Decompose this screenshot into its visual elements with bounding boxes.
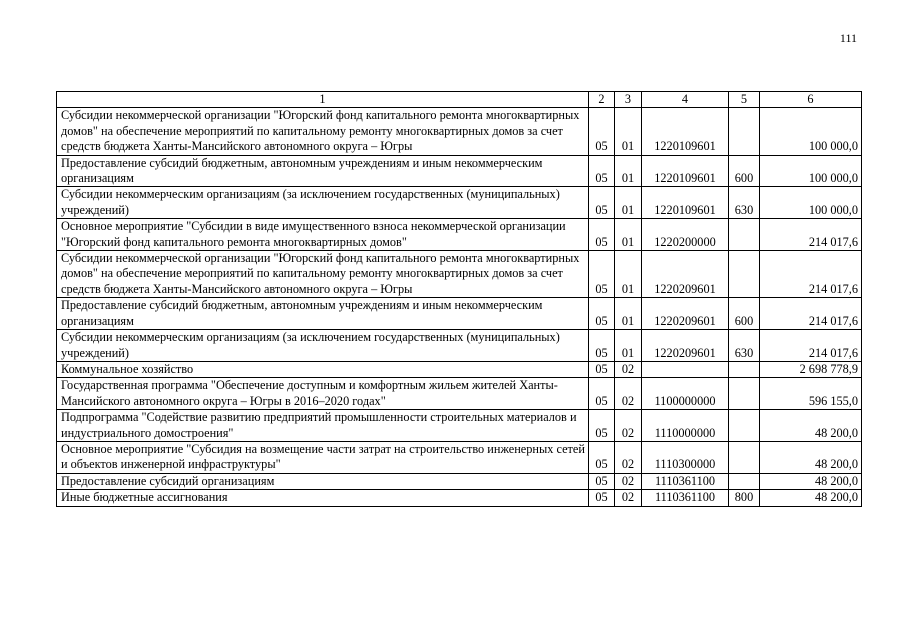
cell-vr bbox=[729, 473, 760, 489]
cell-name: Подпрограмма "Содействие развитию предприятий промышленности строительных материалов и индустриального домостроения" bbox=[57, 410, 589, 442]
table-row bbox=[57, 219, 862, 251]
cell-sum: 2 698 778,9 bbox=[760, 361, 862, 377]
table-header-row bbox=[57, 92, 862, 108]
cell-vr bbox=[729, 410, 760, 442]
cell-pr: 01 bbox=[615, 251, 642, 298]
cell-csr: 1220200000 bbox=[642, 219, 729, 251]
cell-rz: 05 bbox=[589, 378, 615, 410]
cell-rz: 05 bbox=[589, 473, 615, 489]
table-row bbox=[57, 330, 862, 362]
cell-vr: 600 bbox=[729, 298, 760, 330]
cell-rz: 05 bbox=[589, 251, 615, 298]
cell-csr bbox=[642, 361, 729, 377]
cell-sum: 100 000,0 bbox=[760, 108, 862, 155]
cell-vr: 630 bbox=[729, 330, 760, 362]
cell-name: Государственная программа "Обеспечение доступным и комфортным жильем жителей Ханты-Мансийского автономного округа – Югры в 2016–2020 годах" bbox=[57, 378, 589, 410]
cell-vr: 630 bbox=[729, 187, 760, 219]
table-row bbox=[57, 187, 862, 219]
cell-vr: 800 bbox=[729, 490, 760, 506]
cell-rz: 05 bbox=[589, 108, 615, 155]
cell-name: Субсидии некоммерческим организациям (за исключением государственных (муниципальных) учреждений) bbox=[57, 330, 589, 362]
table-row bbox=[57, 441, 862, 473]
cell-rz: 05 bbox=[589, 187, 615, 219]
cell-sum: 100 000,0 bbox=[760, 187, 862, 219]
cell-csr: 1220209601 bbox=[642, 298, 729, 330]
cell-pr: 02 bbox=[615, 441, 642, 473]
cell-vr: 600 bbox=[729, 155, 760, 187]
cell-name: Основное мероприятие "Субсидии в виде имущественного взноса некоммерческой организации "Югорский фонд капитального ремонта многоквартирных домов" bbox=[57, 219, 589, 251]
cell-name: Субсидии некоммерческим организациям (за исключением государственных (муниципальных) учреждений) bbox=[57, 187, 589, 219]
cell-pr: 01 bbox=[615, 219, 642, 251]
cell-vr bbox=[729, 219, 760, 251]
cell-name: Субсидии некоммерческой организации "Югорский фонд капитального ремонта многоквартирных домов" на обеспечение мероприятий по капитальному ремонту многоквартирных домов за счет средств бюджета Ханты-Мансийского автономного округа – Югры bbox=[57, 108, 589, 155]
cell-csr: 1110361100 bbox=[642, 490, 729, 506]
cell-csr: 1100000000 bbox=[642, 378, 729, 410]
cell-name: Предоставление субсидий бюджетным, автономным учреждениям и иным некоммерческим организациям bbox=[57, 155, 589, 187]
cell-csr: 1220109601 bbox=[642, 155, 729, 187]
cell-vr bbox=[729, 361, 760, 377]
table-row bbox=[57, 108, 862, 155]
cell-csr: 1220209601 bbox=[642, 330, 729, 362]
table-row bbox=[57, 298, 862, 330]
cell-sum: 214 017,6 bbox=[760, 251, 862, 298]
cell-name: Предоставление субсидий организациям bbox=[57, 473, 589, 489]
cell-sum: 596 155,0 bbox=[760, 378, 862, 410]
cell-rz: 05 bbox=[589, 490, 615, 506]
cell-vr bbox=[729, 108, 760, 155]
table-row bbox=[57, 361, 862, 377]
cell-pr: 02 bbox=[615, 490, 642, 506]
cell-pr: 01 bbox=[615, 108, 642, 155]
cell-pr: 01 bbox=[615, 155, 642, 187]
cell-name: Иные бюджетные ассигнования bbox=[57, 490, 589, 506]
column-header-3: 3 bbox=[615, 92, 642, 108]
cell-csr: 1110300000 bbox=[642, 441, 729, 473]
cell-name: Основное мероприятие "Субсидия на возмещение части затрат на строительство инженерных сетей и объектов инженерной инфраструктуры" bbox=[57, 441, 589, 473]
cell-csr: 1220109601 bbox=[642, 108, 729, 155]
cell-sum: 214 017,6 bbox=[760, 330, 862, 362]
column-header-6: 6 bbox=[760, 92, 862, 108]
cell-rz: 05 bbox=[589, 298, 615, 330]
cell-pr: 02 bbox=[615, 361, 642, 377]
cell-sum: 48 200,0 bbox=[760, 441, 862, 473]
table-row bbox=[57, 473, 862, 489]
cell-name: Предоставление субсидий бюджетным, автономным учреждениям и иным некоммерческим организациям bbox=[57, 298, 589, 330]
page-number: 111 bbox=[839, 31, 857, 45]
cell-sum: 48 200,0 bbox=[760, 473, 862, 489]
table-row bbox=[57, 251, 862, 298]
cell-rz: 05 bbox=[589, 155, 615, 187]
cell-csr: 1110000000 bbox=[642, 410, 729, 442]
cell-csr: 1220209601 bbox=[642, 251, 729, 298]
cell-rz: 05 bbox=[589, 441, 615, 473]
column-header-1: 1 bbox=[57, 92, 589, 108]
column-header-2: 2 bbox=[589, 92, 615, 108]
cell-rz: 05 bbox=[589, 219, 615, 251]
cell-vr bbox=[729, 441, 760, 473]
cell-rz: 05 bbox=[589, 330, 615, 362]
cell-name: Субсидии некоммерческой организации "Югорский фонд капитального ремонта многоквартирных домов" на обеспечение мероприятий по капитальному ремонту многоквартирных домов за счет средств бюджета Ханты-Мансийского автономного округа – Югры bbox=[57, 251, 589, 298]
cell-pr: 02 bbox=[615, 473, 642, 489]
table-row bbox=[57, 378, 862, 410]
cell-csr: 1110361100 bbox=[642, 473, 729, 489]
table-row bbox=[57, 155, 862, 187]
cell-rz: 05 bbox=[589, 361, 615, 377]
cell-sum: 48 200,0 bbox=[760, 490, 862, 506]
cell-rz: 05 bbox=[589, 410, 615, 442]
table-row bbox=[57, 490, 862, 506]
cell-sum: 100 000,0 bbox=[760, 155, 862, 187]
table-row bbox=[57, 410, 862, 442]
cell-name: Коммунальное хозяйство bbox=[57, 361, 589, 377]
cell-vr bbox=[729, 378, 760, 410]
cell-csr: 1220109601 bbox=[642, 187, 729, 219]
cell-sum: 48 200,0 bbox=[760, 410, 862, 442]
cell-pr: 02 bbox=[615, 378, 642, 410]
cell-sum: 214 017,6 bbox=[760, 219, 862, 251]
column-header-4: 4 bbox=[642, 92, 729, 108]
column-header-5: 5 bbox=[729, 92, 760, 108]
cell-pr: 01 bbox=[615, 298, 642, 330]
cell-pr: 01 bbox=[615, 187, 642, 219]
cell-pr: 02 bbox=[615, 410, 642, 442]
cell-pr: 01 bbox=[615, 330, 642, 362]
cell-vr bbox=[729, 251, 760, 298]
budget-table bbox=[56, 91, 862, 507]
cell-sum: 214 017,6 bbox=[760, 298, 862, 330]
